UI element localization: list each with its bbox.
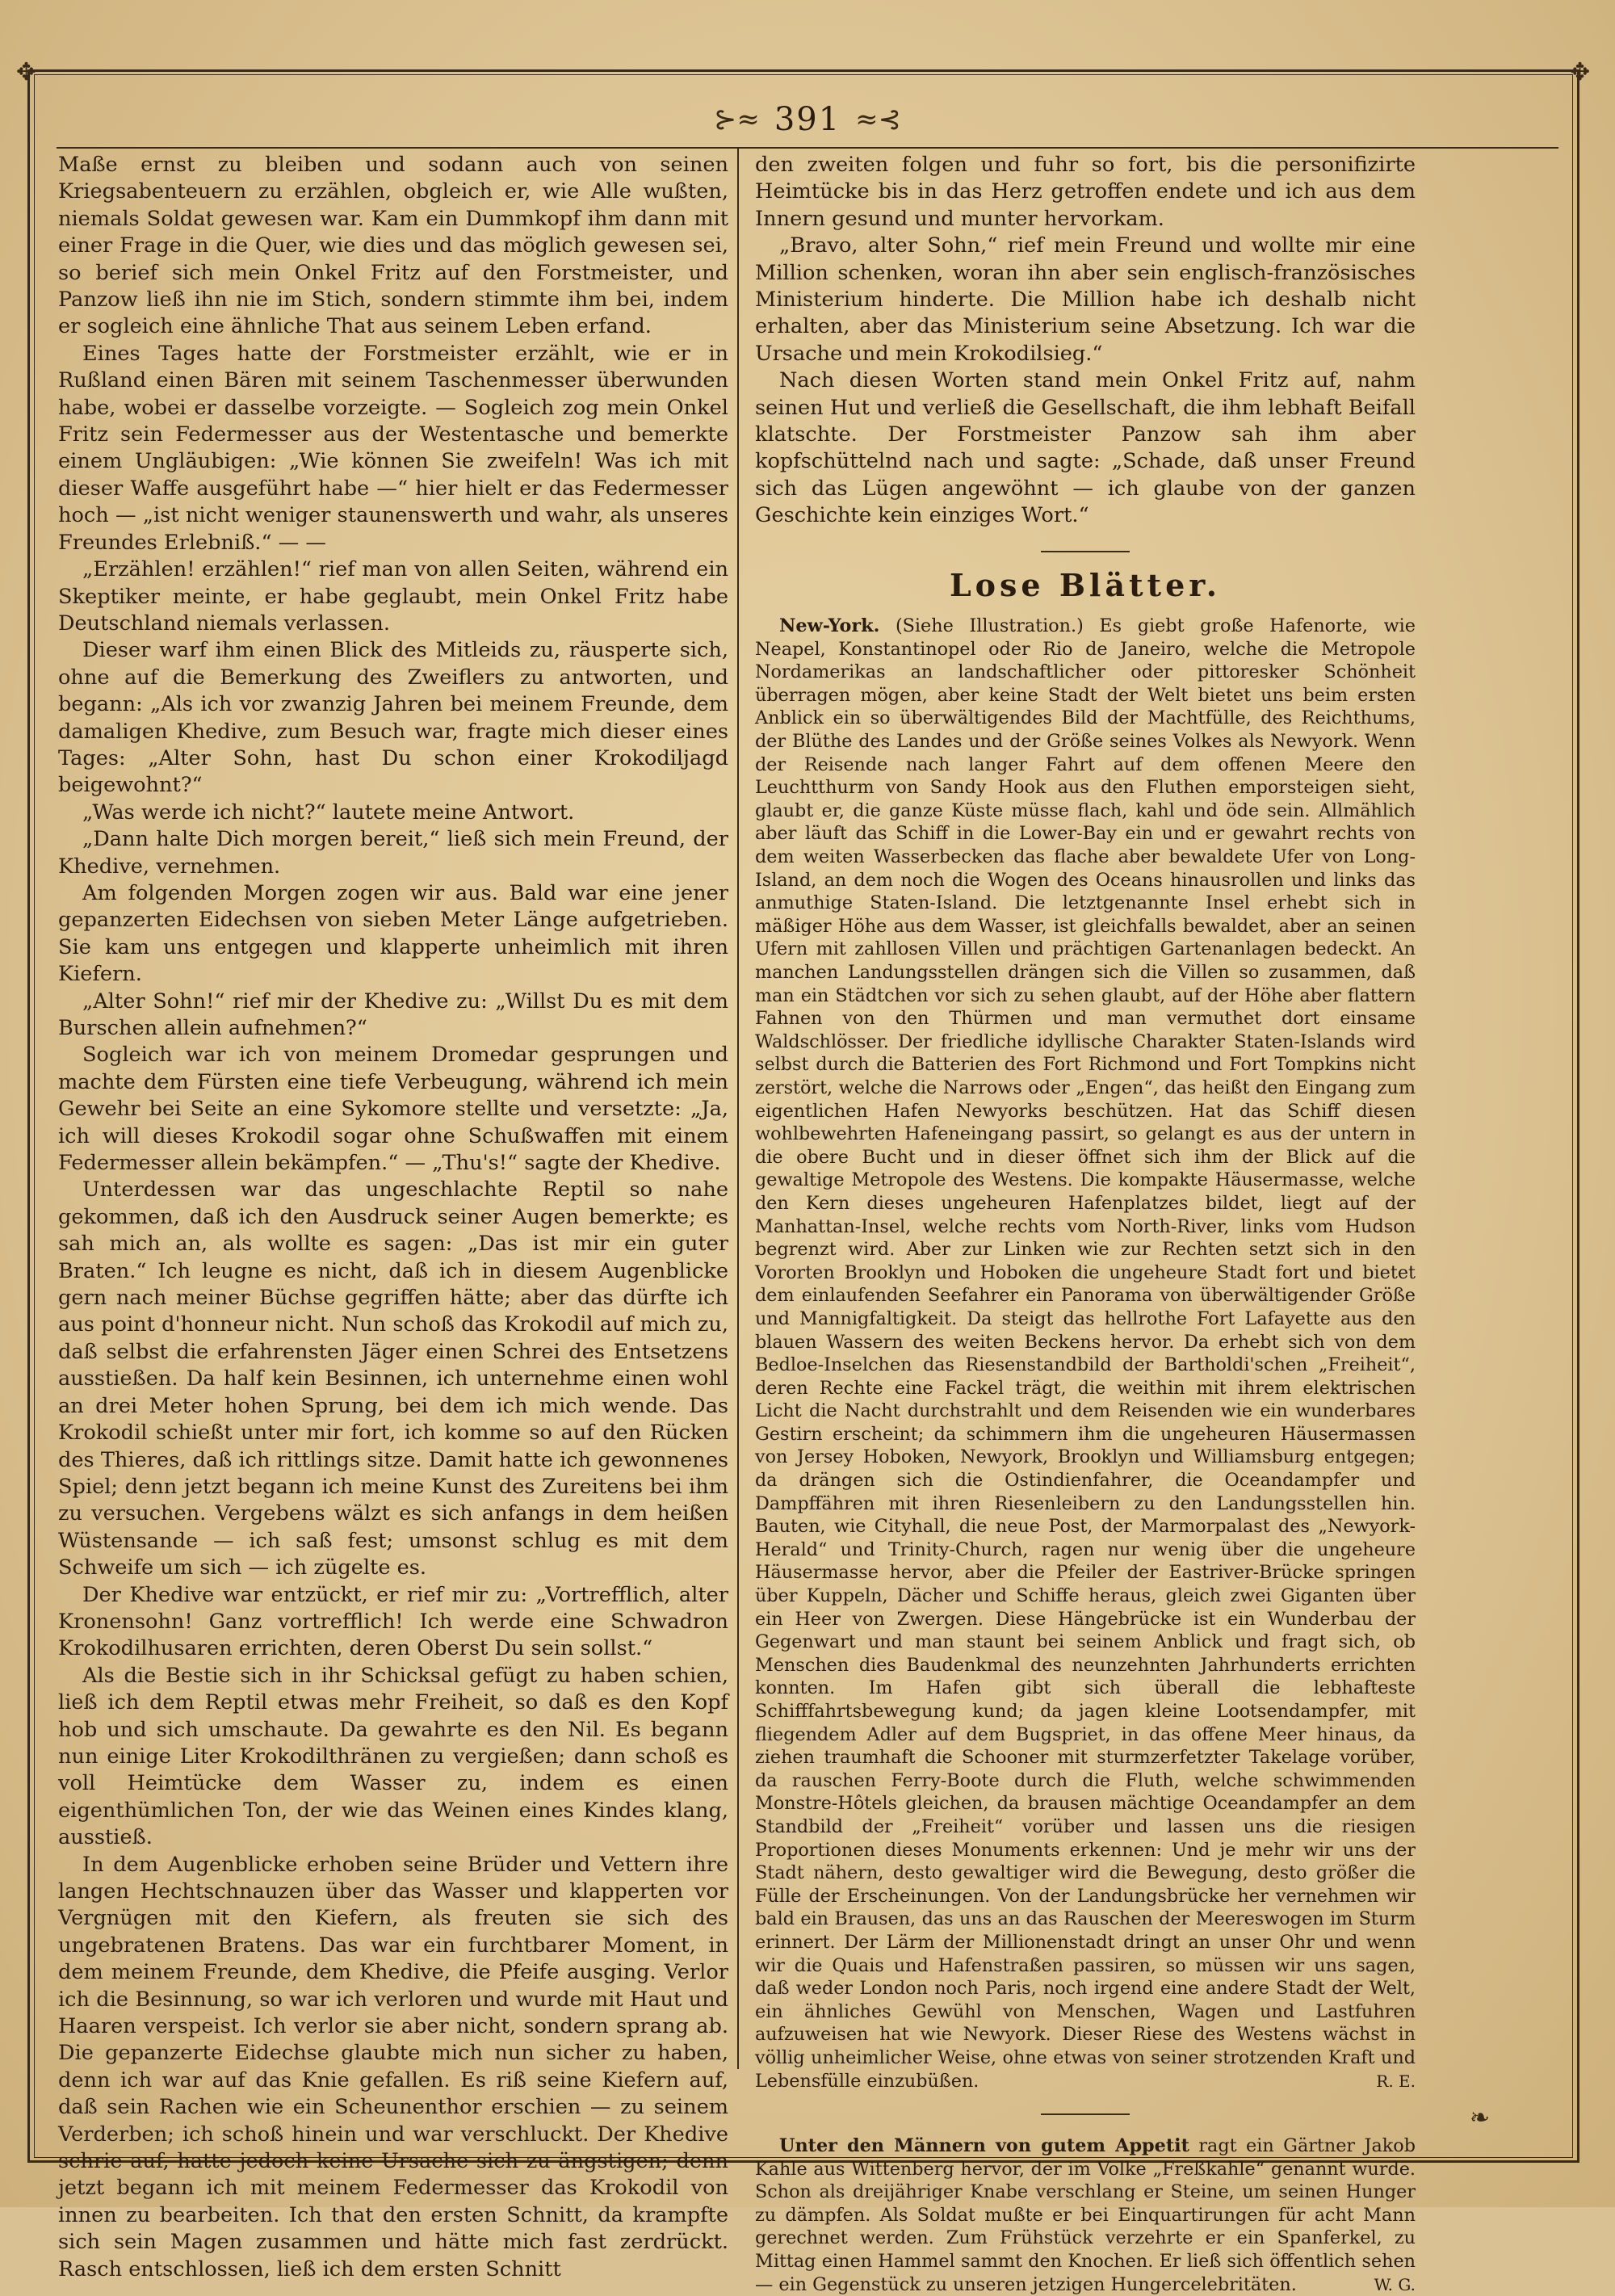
paragraph: „Bravo, alter Sohn,“ rief mein Freund und wollte mir eine Million schenken, woran ihn aber sein englisch-französisches Ministerium hinderte. Die Million habe ich deshalb nicht erhalten, aber das Ministerium seine Absetzung. Ich war die Ursache und mein Krokodilsieg.“ bbox=[755, 233, 1416, 366]
paragraph: Unterdessen war das ungeschlachte Reptil so nahe gekommen, daß ich den Ausdruck seiner Augen bemerkte; es sah mich an, als wollte es sagen: „Das ist mir ein guter Braten.“ Ich leugne es nicht, daß ich in diesem Augenblicke gern nach meiner Büchse gegriffen hätte; aber das dürfte ich aus point d'honneur nicht. Nun schoß das Krokodil auf mich zu, daß selbst die erfahrensten Jäger einen Schrei des Entsetzens ausstießen. Da half kein Besinnen, ich unternehme einen wohl an drei Meter hohen Sprung, bei dem ich mich wende. Das Krokodil schießt unter mir fort, ich komme so auf den Rücken des Thieres, daß ich rittlings sitze. Damit hatte ich gewonnenes Spiel; denn jetzt begann ich meine Kunst des Zureitens bei ihm zu versuchen. Vergebens wälzt es sich anfangs in dem heißen Wüstensande — ich saß fest; umsonst schlug es mit dem Schweife um sich — ich zügelte es. bbox=[58, 1177, 728, 1580]
header-ornament-left: ⊱≈ bbox=[713, 103, 760, 136]
article-runin-heading: New-York. bbox=[779, 615, 880, 637]
paragraph: Dieser warf ihm einen Blick des Mitleids zu, räusperte sich, ohne auf die Bemerkung des Zweiflers zu antworten, und begann: „Als ich vor zwanzig Jahren bei meinem Freunde, dem damaligen Khedive, zum Besuch war, fragte mich dieser eines Tages: „Alter Sohn, hast Du schon einer Krokodiljagd beigewohnt?“ bbox=[58, 638, 728, 798]
paragraph: Als die Bestie sich in ihr Schicksal gefügt zu haben schien, ließ ich dem Reptil etwas mehr Freiheit, so daß es den Kopf hob und sich umschaute. Da gewahrte es den Nil. Es begann nun einige Liter Krokodilthränen zu vergießen; dann schoß es voll Heimtücke dem Wasser zu, indem es einen eigenthümlichen Ton, der wie das Weinen eines Kindes klang, ausstieß. bbox=[58, 1663, 728, 1850]
page-number: 391 bbox=[774, 101, 841, 138]
header-ornament-right: ≈⊰ bbox=[855, 103, 902, 136]
article-signature: R. E. bbox=[1376, 2071, 1416, 2091]
header-rule bbox=[57, 147, 1558, 149]
article-body: (Siehe Illustration.) Es giebt große Hafenorte, wie Neapel, Konstantinopel oder Rio de Janeiro, welche die Metropole Nordamerikas an landschaftlicher oder pittoresker Schönheit überragen mögen, aber keine Stadt der Welt bietet uns beim ersten Anblick ein so überwältigendes Bild der Machtfülle, des Reichthums, der Blüthe des Landes und der Größe seines Volkes als Newyork. Wenn der Reisende nach langer Fahrt auf dem offenen Meere den Leuchtthurm von Sandy Hook aus den Fluthen emporsteigen sieht, glaubt er, die ganze Küste müsse flach, kahl und öde sein. Allmählich aber läuft das Schiff in die Lower-Bay ein und er gewahrt rechts von dem weiten Wasserbecken das flache aber bewaldete Ufer von Long-Island, an dem noch die Wogen des Oceans hinausrollen und links das anmuthige Staten-Island. Die letztgenannte Insel erhebt sich in mäßiger Höhe aus dem Wasser, ist gleichfalls bewaldet, aber an seinen Ufern mit zahllosen Villen und prächtigen Gartenanlagen bedeckt. An manchen Landungsstellen drängen sich die Villen so zusammen, daß man ein Städtchen vor sich zu sehen glaubt, auf der Höhe aber flattern Fahnen von den Thürmen und man vermuthet dort einsame Waldschlösser. Der friedliche idyllische Charakter Staten-Islands wird selbst durch die Batterien des Fort Richmond und Fort Tompkins nicht zerstört, welche die Narrows oder „Engen“, das heißt den Eingang zum eigentlichen Hafen Newyorks beschützen. Hat das Schiff diesen wohlbewehrten Hafeneingang passirt, so gelangt es aus der untern in die obere Bucht und in dieser öffnet sich ihm der Blick auf die gewaltige Metropole des Westens. Die kompakte Häusermasse, welche den Kern dieses ungeheuren Hafenplatzes bildet, liegt auf der Manhattan-Insel, welche rechts vom North-River, links vom Hudson begrenzt wird. Aber zur Linken wie zur Rechten setzt sich in den Vororten Brooklyn und Hoboken die ungeheure Stadt fort und bietet dem einlaufenden Seefahrer ein Panorama von überwältigender Größe und Mannigfaltigkeit. Da steigt das hellrothe Fort Lafayette aus den blauen Wassern des weiten Beckens hervor. Da erhebt sich von dem Bedloe-Inselchen das Riesenstandbild der Bartholdi'schen „Freiheit“, deren Rechte eine Fackel trägt, die weithin mit ihrem elektrischen Licht die Nacht durchstrahlt und dem Reisenden wie ein wunderbares Gestirn erscheint; da schimmern ihm die ungeheuren Häusermassen von Jersey Hoboken, Newyork, Brooklyn und Williamsburg entgegen; da drängen sich die Ostindienfahrer, die Oceandampfer und Dampffähren mit ihren Riesenleibern zu den Landungsstellen hin. Bauten, wie Cityhall, die neue Post, der Marmorpalast des „Newyork-Herald“ und Trinity-Church, ragen nur wenig über die ungeheure Häusermasse hervor, aber die Pfeiler der Eastriver-Brücke springen über Kuppeln, Dächer und Schiffe heraus, gleich zwei Giganten über ein Heer von Zwergen. Diese Hängebrücke ist ein Wunderbau der Gegenwart und man staunt bei seinem Anblick und fragt sich, ob Menschen dies Baudenkmal des neunzehnten Jahrhunderts errichten konnten. Im Hafen gibt sich überall die lebhafteste Schifffahrtsbewegung kund; da jagen kleine Lootsendampfer, mit fliegendem Adler auf dem Bugspriet, in das offene Meer hinaus, da ziehen traumhaft die Schooner mit sturmzerfetzter Takelage vorüber, da rauschen Ferry-Boote durch die Fluth, welche schwimmenden Monstre-Hôtels gleichen, da brausen mächtige Oceandampfer an dem Standbild der „Freiheit“ vorüber und lassen uns die riesigen Proportionen dieses Monuments erkennen: Und je mehr wir uns der Stadt nähern, desto gewaltiger wird die Bewegung, desto größer die Fülle der Erscheinungen. Von der Landungsbrücke her vernehmen wir bald ein Brausen, das uns an das Rauschen der Meereswogen im Sturm erinnert. Der Lärm der Millionenstadt dringt an unser Ohr und wenn wir die Quais und Hafenstraßen passiren, so müssen wir uns sagen, daß weder London noch Paris, noch irgend eine andere Stadt der Welt, ein ähnliches Gewühl von Menschen, Wagen und Lastfuhren aufzuweisen hat wie Newyork. Dieser Riese des Westens wächst in völlig unheimlicher Weise, ohne etwas von seiner strotzenden Kraft und Lebensfülle einzubüßen. bbox=[755, 615, 1416, 2092]
corner-ornament-top-left: ✥ bbox=[16, 58, 37, 86]
paragraph: Eines Tages hatte der Forstmeister erzählt, wie er in Rußland einen Bären mit seinem Taschenmesser überwunden habe, wobei er dasselbe vorzeigte. — Sogleich zog mein Onkel Fritz sein Federmesser aus der Westentasche und bemerkte einem Ungläubigen: „Wie können Sie zweifeln! Was ich mit dieser Waffe ausgeführt habe —“ hier hielt er das Federmesser hoch — „ist nicht weniger staunenswerth und wahr, als unseres Freundes Erlebniß.“ — — bbox=[58, 341, 728, 555]
section-separator bbox=[1041, 551, 1130, 552]
column-divider bbox=[737, 147, 739, 2069]
end-ornament: ❧ bbox=[1470, 2104, 1491, 2132]
paragraph: Maße ernst zu bleiben und sodann auch von seinen Kriegsabenteuern zu erzählen, obgleich er, wie Alle wußten, niemals Soldat gewesen war. Kam ein Dummkopf ihm dann mit einer Frage in die Quer, wie dies und das möglich gewesen sei, so berief sich mein Onkel Fritz auf den Forstmeister, und Panzow ließ ihn nie im Stich, sondern stimmte ihm bei, indem er sogleich eine ähnliche That aus seinem Leben erfand. bbox=[58, 153, 728, 339]
new-york-article bbox=[755, 615, 1416, 2092]
article-separator bbox=[1041, 2113, 1130, 2115]
article-runin-heading: Unter den Männern von gutem Appetit bbox=[779, 2135, 1189, 2157]
paragraph: „Erzählen! erzählen!“ rief man von allen Seiten, während ein Skeptiker meinte, er habe geglaubt, mein Onkel Fritz habe Deutschland niemals verlassen. bbox=[58, 557, 728, 636]
paragraph: Sogleich war ich von meinem Dromedar gesprungen und machte dem Fürsten eine tiefe Verbeugung, während ich mein Gewehr bei Seite an eine Sykomore stellte und versetzte: „Ja, ich will dieses Krokodil sogar ohne Schußwaffen mit einem Federmesser allein bekämpfen.“ — „Thu's!“ sagte der Khedive. bbox=[58, 1043, 728, 1176]
paragraph: Am folgenden Morgen zogen wir aus. Bald war eine jener gepanzerten Eidechsen von sieben Meter Länge aufgetrieben. Sie kam uns entgegen und klapperte unheimlich mit ihren Kiefern. bbox=[58, 880, 728, 987]
paragraph: Nach diesen Worten stand mein Onkel Fritz auf, nahm seinen Hut und verließ die Gesellschaft, die ihm lebhaft Beifall klatschte. Der Forstmeister Panzow sah ihm aber kopfschüttelnd nach und sagte: „Schade, daß unser Freund sich das Lügen angewöhnt — ich glaube von der ganzen Geschichte kein einziges Wort.“ bbox=[755, 368, 1416, 528]
section-title: Lose Blätter. bbox=[949, 566, 1222, 603]
appetit-article bbox=[755, 2134, 1416, 2296]
paragraph: Der Khedive war entzückt, er rief mir zu: „Vortrefflich, alter Kronensohn! Ganz vortrefflich! Ich werde eine Schwadron Krokodilhusaren errichten, deren Oberst Du sein sollst.“ bbox=[58, 1582, 728, 1661]
paragraph: „Dann halte Dich morgen bereit,“ ließ sich mein Freund, der Khedive, vernehmen. bbox=[58, 827, 728, 879]
left-column bbox=[58, 152, 728, 2283]
paragraph: den zweiten folgen und fuhr so fort, bis die personifizirte Heimtücke bis in das Herz getroffen endete und ich aus dem Innern gesund und munter hervorkam. bbox=[755, 153, 1416, 231]
article-signature: W. G. bbox=[1374, 2274, 1416, 2294]
corner-ornament-top-right: ✥ bbox=[1570, 58, 1591, 86]
page-header bbox=[501, 95, 1114, 144]
article-body: ragt ein Gärtner Jakob Kahle aus Wittenberg hervor, der im Volke „Freßkahle“ genannt wurde. Schon als dreijähriger Knabe verschlang er Steine, um seinen Hunger zu dämpfen. Als Soldat mußte er bei Einquartirungen für acht Mann gerechnet werden. Zum Frühstück verzehrte er ein Spanferkel, zu Mittag einen Hammel sammt den Knochen. Er ließ sich öffentlich sehen — ein Gegenstück zu unseren jetzigen Hungercelebritäten. bbox=[755, 2135, 1416, 2295]
right-column bbox=[755, 152, 1416, 2296]
paragraph: „Was werde ich nicht?“ lautete meine Antwort. bbox=[82, 800, 575, 825]
paragraph: In dem Augenblicke erhoben seine Brüder und Vettern ihre langen Hechtschnauzen über das Wasser und klapperten vor Vergnügen mit den Kiefern, als freuten sie sich des ungebratenen Bratens. Das war ein furchtbarer Moment, in dem meinem Freunde, dem Khedive, die Pfeife ausging. Verlor ich die Besinnung, so war ich verloren und wurde mit Haut und Haaren verspeist. Ich verlor sie aber nicht, sondern sprang ab. Die gepanzerte Eidechse glaubte mich nun sicher zu haben, denn ich war auf das Knie gefallen. Es riß seine Kiefern auf, daß sein Rachen wie ein Scheunenthor erschien — zu seinem Verderben; ich schoß hinein und war verschluckt. Der Khedive schrie auf, hatte jedoch keine Ursache sich zu ängstigen; denn jetzt begann ich mit meinem Federmesser das Krokodil von innen zu bearbeiten. Ich that den ersten Schnitt, da krampfte sich sein Magen zusammen und hätte mich fast zerdrückt. Rasch entschlossen, ließ ich dem ersten Schnitt bbox=[58, 1852, 728, 2281]
paragraph: „Alter Sohn!“ rief mir der Khedive zu: „Willst Du es mit dem Burschen allein aufnehmen?“ bbox=[58, 988, 728, 1040]
